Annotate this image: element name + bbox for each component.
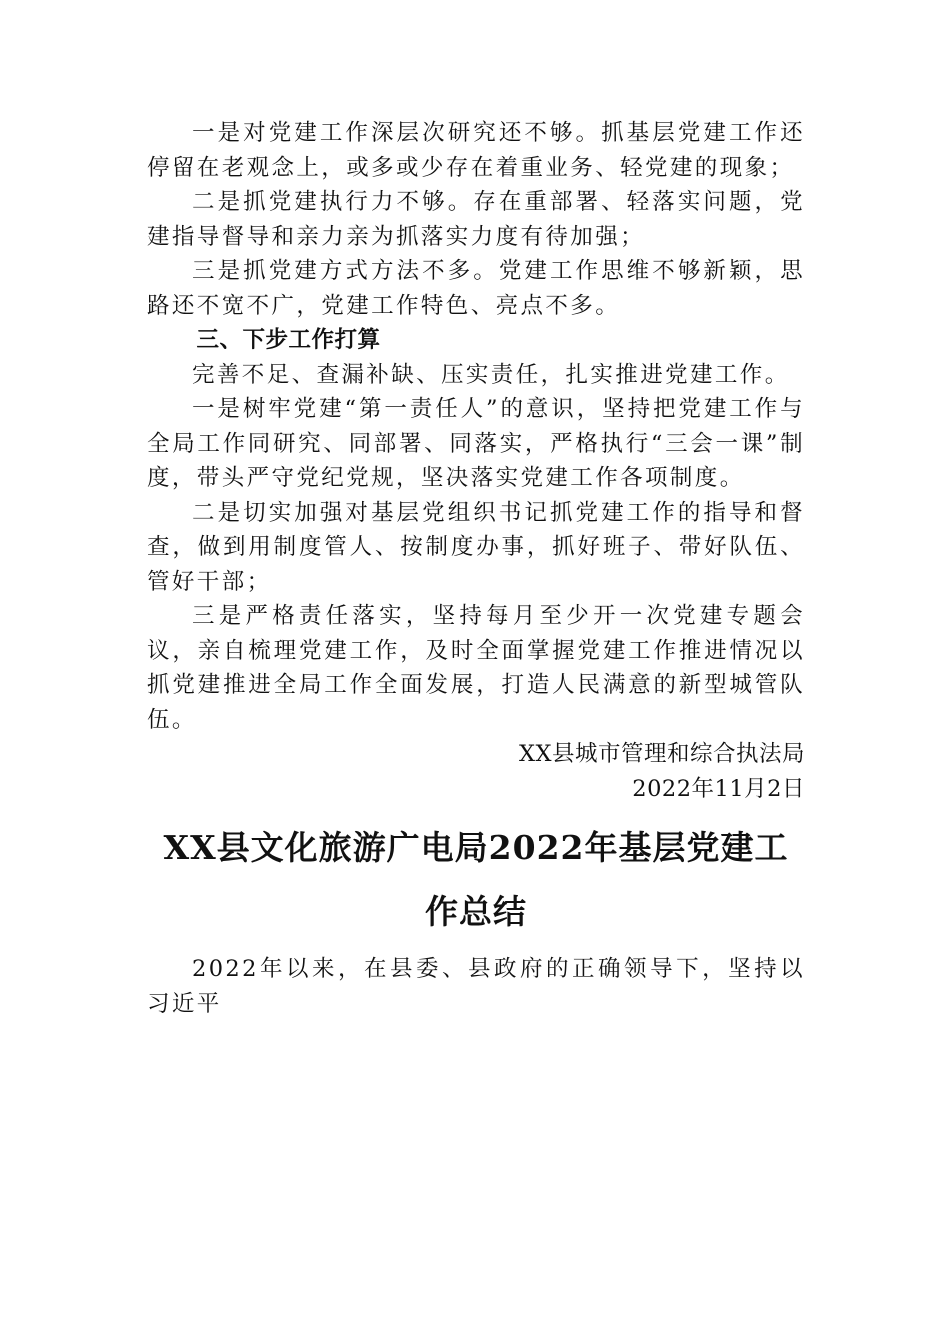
plan-paragraph-1: 一是树牢党建“第一责任人”的意识，坚持把党建工作与全局工作同研究、同部署、同落实，严格执行“三会一课”制度，带头严守党纪党规，坚决落实党建工作各项制度。 — [147, 396, 805, 491]
section-heading: 三、下步工作打算 — [196, 327, 381, 353]
next-document-intro: 2022年以来，在县委、县政府的正确领导下，坚持以习近平 — [147, 956, 805, 1017]
plan-paragraph-2: 二是切实加强对基层党组织书记抓党建工作的指导和督查，做到用制度管人、按制度办事，抓好班子、带好队伍、管好干部； — [147, 499, 805, 595]
plan-paragraph-intro: 完善不足、查漏补缺、压实责任，扎实推进党建工作。 — [192, 361, 790, 388]
document-body — [147, 116, 805, 1021]
problem-paragraph-1: 一是对党建工作深层次研究还不够。抓基层党建工作还停留在老观念上，或多或少存在着重业务、轻党建的现象； — [147, 120, 805, 181]
problem-paragraph-2: 二是抓党建执行力不够。存在重部署、轻落实问题，党建指导督导和亲力亲为抓落实力度有待加强； — [147, 189, 805, 250]
plan-paragraph-3: 三是严格责任落实，坚持每月至少开一次党建专题会议，亲自梳理党建工作，及时全面掌握党建工作推进情况以抓党建推进全局工作全面发展，打造人民满意的新型城管队伍。 — [147, 603, 805, 733]
signature-organization: XX县城市管理和综合执法局 — [518, 741, 805, 767]
problem-paragraph-3: 三是抓党建方式方法不多。党建工作思维不够新颖，思路还不宽不广，党建工作特色、亮点不多。 — [147, 258, 805, 319]
next-document-title: XX县文化旅游广电局2022年基层党建工作总结 — [163, 828, 789, 931]
signature-date: 2022年11月2日 — [632, 775, 805, 802]
